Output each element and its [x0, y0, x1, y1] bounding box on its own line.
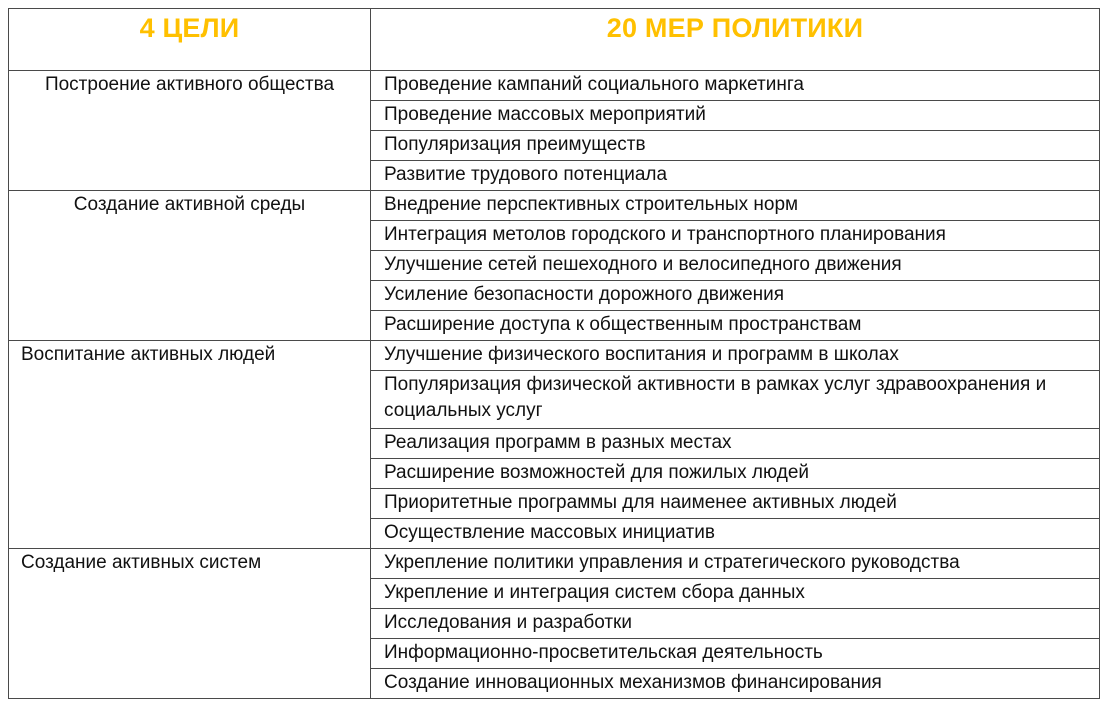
- measure-cell: Улучшение физического воспитания и программ в школах: [371, 341, 1100, 371]
- measure-cell: Популяризация преимуществ: [371, 131, 1100, 161]
- measure-cell: Исследования и разработки: [371, 609, 1100, 639]
- measure-cell: Внедрение перспективных строительных норм: [371, 191, 1100, 221]
- goal-cell: Воспитание активных людей: [9, 341, 371, 549]
- table-row: [9, 341, 1100, 371]
- measure-cell: Развитие трудового потенциала: [371, 161, 1100, 191]
- measure-cell: Приоритетные программы для наименее активных людей: [371, 489, 1100, 519]
- measure-cell: Усиление безопасности дорожного движения: [371, 281, 1100, 311]
- measure-cell: Создание инновационных механизмов финансирования: [371, 669, 1100, 699]
- measure-cell: Проведение кампаний социального маркетинга: [371, 71, 1100, 101]
- table-row: [9, 71, 1100, 101]
- table-row: [9, 549, 1100, 579]
- table-row: [9, 191, 1100, 221]
- measure-cell: Укрепление и интеграция систем сбора данных: [371, 579, 1100, 609]
- measure-cell: Информационно-просветительская деятельность: [371, 639, 1100, 669]
- measure-cell: Реализация программ в разных местах: [371, 429, 1100, 459]
- policy-table: [8, 8, 1100, 699]
- measure-cell: Расширение возможностей для пожилых людей: [371, 459, 1100, 489]
- goal-cell: Построение активного общества: [9, 71, 371, 191]
- measure-cell: Популяризация физической активности в рамках услуг здравоохранения и социальных услуг: [371, 371, 1100, 429]
- measure-cell: Осуществление массовых инициатив: [371, 519, 1100, 549]
- measure-cell: Укрепление политики управления и стратегического руководства: [371, 549, 1100, 579]
- measure-cell: Расширение доступа к общественным пространствам: [371, 311, 1100, 341]
- measure-cell: Интеграция метолов городского и транспортного планирования: [371, 221, 1100, 251]
- goals-column-header: 4 ЦЕЛИ: [9, 9, 371, 71]
- measures-column-header: 20 МЕР ПОЛИТИКИ: [371, 9, 1100, 71]
- goal-cell: Создание активных систем: [9, 549, 371, 699]
- measure-cell: Проведение массовых мероприятий: [371, 101, 1100, 131]
- measure-cell: Улучшение сетей пешеходного и велосипедного движения: [371, 251, 1100, 281]
- goal-cell: Создание активной среды: [9, 191, 371, 341]
- header-row: [9, 9, 1100, 71]
